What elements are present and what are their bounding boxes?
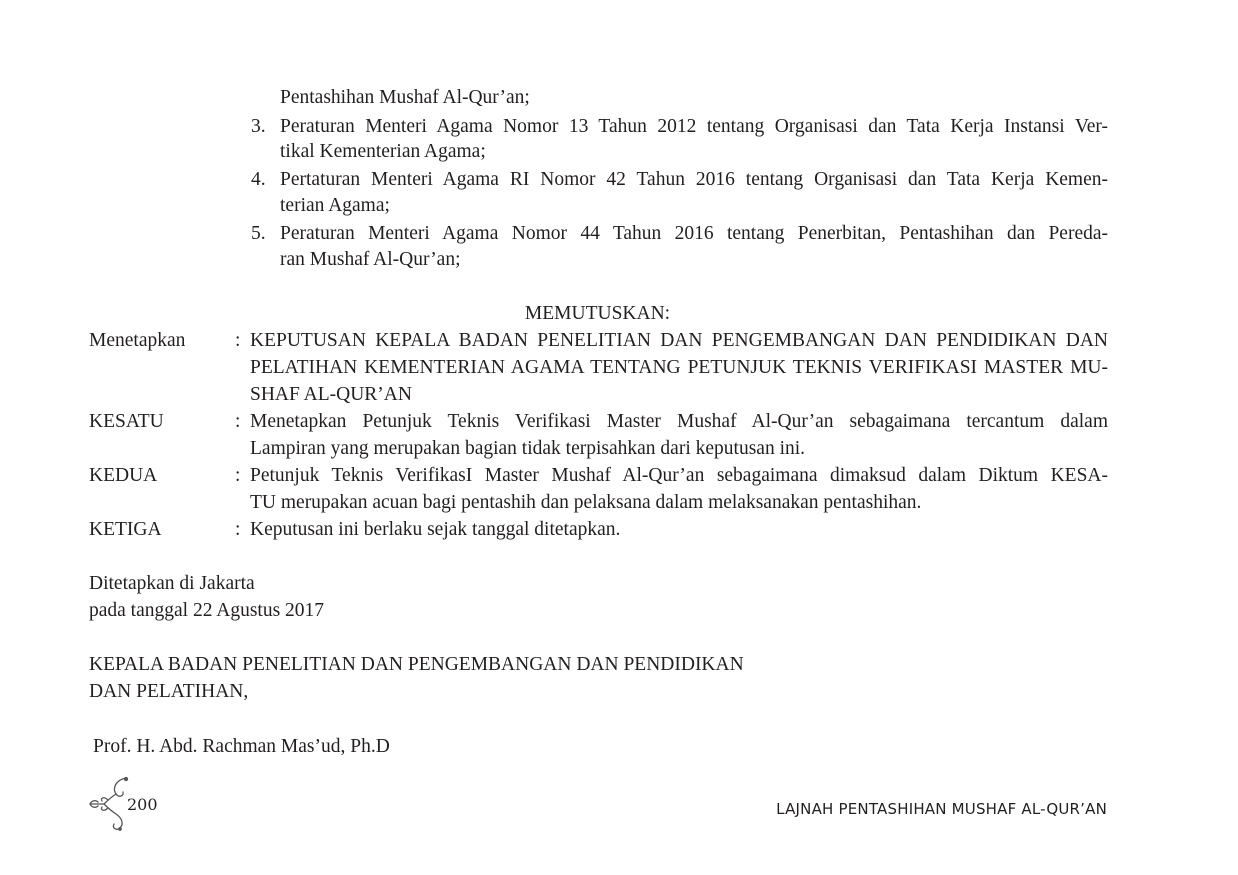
decree-kedua-line1: Petunjuk Teknis VerifikasI Master Mushaf Al-Qur’an sebagaimana dimaksud dalam Diktum KESA- [250,465,1108,486]
decree-term-kedua: KEDUA [89,465,158,486]
decree-menetapkan-line3: SHAF AL-QUR’AN [250,384,412,405]
decree-kesatu-line2: Lampiran yang merupakan bagian tidak terpisahkan dari keputusan ini. [250,438,806,459]
list-item-3-number: 3. [251,116,266,137]
decree-colon: : [235,519,241,540]
list-item-5-number: 5. [251,223,266,244]
decree-colon: : [235,465,241,486]
signature-position-line1: KEPALA BADAN PENELITIAN DAN PENGEMBANGAN DAN PENDIDIKAN [89,654,744,675]
decision-heading: MEMUTUSKAN: [524,303,671,324]
decree-kesatu-line1: Menetapkan Petunjuk Teknis Verifikasi Master Mushaf Al-Qur’an sebagaimana tercantum dalam [250,411,1108,432]
list-item-2-continuation: Pentashihan Mushaf Al-Qur’an; [280,87,530,108]
decree-kedua-line2: TU merupakan acuan bagi pentashih dan pelaksana dalam melaksanakan pentashihan. [250,492,922,513]
decree-menetapkan-line1: KEPUTUSAN KEPALA BADAN PENELITIAN DAN PENGEMBANGAN DAN PENDIDIKAN DAN [250,330,1108,351]
decree-colon: : [235,411,241,432]
list-item-5-line1: Peraturan Menteri Agama Nomor 44 Tahun 2016 tentang Penerbitan, Pentashihan dan Pereda- [280,223,1108,244]
decree-term-ketiga: KETIGA [89,519,162,540]
list-item-3-line1: Peraturan Menteri Agama Nomor 13 Tahun 2012 tentang Organisasi dan Tata Kerja Instansi Ver- [280,116,1108,137]
list-item-4-line2: terian Agama; [280,195,390,216]
signatory-name: Prof. H. Abd. Rachman Mas’ud, Ph.D [93,736,390,757]
decree-term-menetapkan: Menetapkan [89,330,186,351]
list-item-4-line1: Pertaturan Menteri Agama RI Nomor 42 Tahun 2016 tentang Organisasi dan Tata Kerja Kemen- [280,169,1108,190]
signature-place: Ditetapkan di Jakarta [89,573,255,594]
list-item-4-number: 4. [251,169,266,190]
signature-position-line2: DAN PELATIHAN, [89,681,249,702]
decree-colon: : [235,330,241,351]
running-title: LAJNAH PENTASHIHAN MUSHAF AL-QUR’AN [776,800,1107,818]
list-item-5-line2: ran Mushaf Al-Qur’an; [280,249,461,270]
page-number: 200 [127,795,158,814]
decree-menetapkan-line2: PELATIHAN KEMENTERIAN AGAMA TENTANG PETUNJUK TEKNIS VERIFIKASI MASTER MU- [250,357,1108,378]
decree-ketiga-line1: Keputusan ini berlaku sejak tanggal ditetapkan. [250,519,621,540]
signature-date: pada tanggal 22 Agustus 2017 [89,600,325,621]
decree-term-kesatu: KESATU [89,411,164,432]
list-item-3-line2: tikal Kementerian Agama; [280,141,486,162]
